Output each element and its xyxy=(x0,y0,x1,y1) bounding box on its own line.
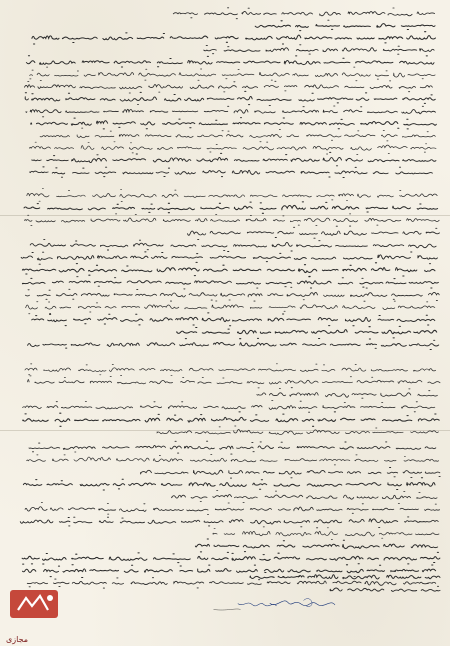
handwritten-line xyxy=(32,313,435,326)
handwritten-line xyxy=(22,262,435,276)
brand-site-label: مجازی xyxy=(6,635,29,644)
handwritten-line xyxy=(31,118,437,129)
handwritten-line xyxy=(141,468,441,479)
handwritten-line xyxy=(26,300,435,314)
handwritten-line xyxy=(23,412,440,426)
handwritten-line xyxy=(20,517,438,528)
handwritten-line xyxy=(204,44,434,54)
handwritten-line xyxy=(23,401,435,412)
handwritten-line xyxy=(25,81,433,93)
handwritten-line xyxy=(27,577,435,589)
handwritten-line xyxy=(27,452,439,465)
handwritten-line xyxy=(30,167,433,178)
handwritten-signature xyxy=(112,596,432,614)
handwritten-line xyxy=(40,128,435,142)
handwritten-line xyxy=(27,188,437,201)
handwritten-line xyxy=(23,478,435,490)
handwritten-line xyxy=(28,375,440,389)
handwritten-line xyxy=(28,338,439,349)
handwritten-line xyxy=(30,67,436,81)
handwritten-line xyxy=(32,152,436,165)
handwritten-line xyxy=(172,491,438,504)
handwritten-line xyxy=(188,226,440,239)
handwritten-line xyxy=(195,539,438,552)
handwritten-line xyxy=(25,214,440,226)
handwritten-line xyxy=(22,276,438,288)
brand-logo xyxy=(8,586,68,636)
handwritten-line xyxy=(213,527,439,540)
handwritten-line xyxy=(255,21,435,31)
handwritten-line xyxy=(30,142,437,155)
handwritten-line xyxy=(25,91,435,104)
handwritten-line xyxy=(25,502,440,514)
handwritten-line xyxy=(30,238,436,253)
handwritten-line xyxy=(173,8,434,20)
handwritten-line xyxy=(330,586,440,591)
handwritten-line xyxy=(29,441,436,454)
handwritten-line xyxy=(26,105,436,118)
handwritten-line xyxy=(257,388,438,401)
handwritten-line xyxy=(24,202,438,213)
handwritten-line xyxy=(177,326,437,339)
handwritten-line xyxy=(21,252,437,265)
handwritten-line xyxy=(26,56,434,67)
handwritten-line xyxy=(32,32,436,44)
handwritten-line xyxy=(157,426,438,435)
handwritten-line xyxy=(22,552,440,565)
handwritten-line xyxy=(25,287,439,301)
handwritten-line xyxy=(25,364,436,376)
